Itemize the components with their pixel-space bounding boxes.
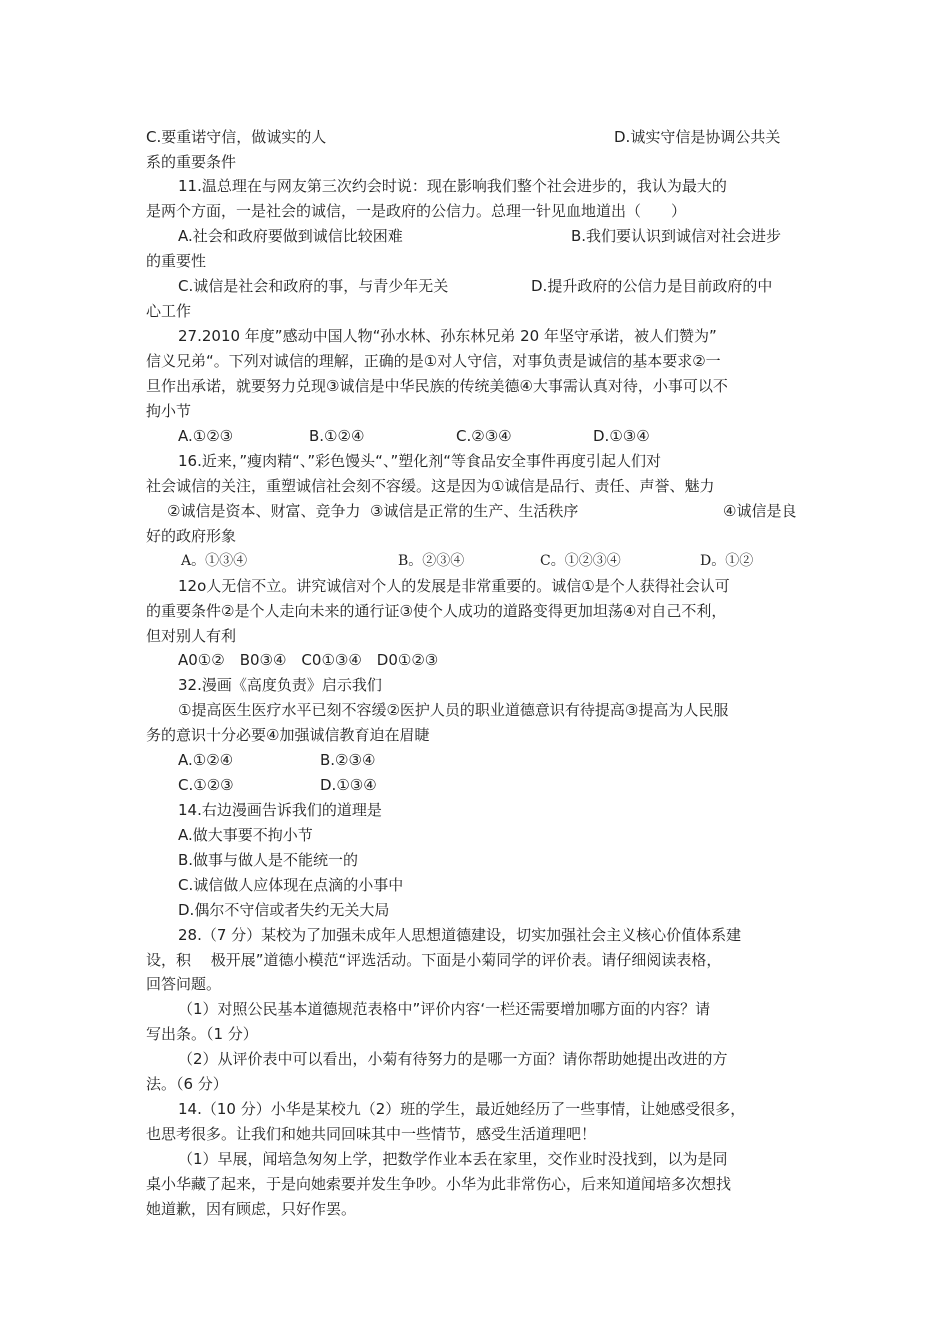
- text-line: ①提高医生医疗水平已刻不容缓②医护人员的职业道德意识有待提高③提高为人民服: [178, 701, 729, 719]
- text-line: 是两个方面，一是社会的诚信，一是政府的公信力。总理一针见血地道出（ ）: [146, 202, 687, 220]
- text-line: B.我们要认识到诚信对社会进步: [571, 227, 782, 245]
- text-line: 社会诚信的关注，重塑诚信社会刻不容缓。这是因为①诚信是品行、责任、声誉、魅力: [146, 477, 715, 495]
- text-line: （1）早展，闻培急匆匆上学，把数学作业本丢在家里，交作业时没找到，以为是同: [178, 1150, 728, 1168]
- text-line: 她道歉，因有顾虑，只好作罢。: [146, 1200, 357, 1218]
- text-line: A.①②④: [178, 751, 234, 769]
- text-line: D。①②: [700, 553, 754, 569]
- text-line: D.提升政府的公信力是目前政府的中: [531, 277, 773, 295]
- text-line: 旦作出承诺，就要努力兑现③诚信是中华民族的传统美德④大事需认真对待，小事可以不: [146, 377, 728, 395]
- text-line: 27.2010 年度”感动中国人物“孙水林、孙东林兄弟 20 年坚守承诺，被人们赞为”: [178, 327, 717, 345]
- text-line: 16.近来，”瘦肉精“、”彩色馒头“、”塑化剂“等食品安全事件再度引起人们对: [178, 452, 661, 470]
- text-line: B.①②④: [309, 427, 365, 445]
- text-line: （2）从评价表中可以看出，小菊有待努力的是哪一方面？请你帮助她提出改进的方: [178, 1050, 728, 1068]
- text-line: 务的意识十分必要④加强诚信教育迫在眉睫: [146, 726, 430, 744]
- text-line: 好的政府形象: [146, 527, 237, 545]
- text-line: 的重要条件②是个人走向未来的通行证③使个人成功的道路变得更加坦荡④对自己不利，: [146, 602, 727, 620]
- text-line: C.②③④: [456, 427, 512, 445]
- text-line: 桌小华藏了起来，于是向她索要并发生争吵。小华为此非常伤心，后来知道闻培多次想找: [146, 1175, 732, 1193]
- text-line: A0①② B0③④ C0①③④ D0①②③: [178, 651, 439, 669]
- text-line: 心工作: [146, 302, 192, 320]
- text-line: 法。（6 分）: [146, 1075, 228, 1093]
- text-line: A.①②③: [178, 427, 234, 445]
- text-line: C.诚信做人应体现在点滴的小事中: [178, 876, 404, 894]
- text-line: B.做事与做人是不能统一的: [178, 851, 359, 869]
- text-line: C.诚信是社会和政府的事，与青少年无关: [178, 277, 449, 295]
- text-line: 32.漫画《高度负责》启示我们: [178, 676, 382, 694]
- text-line: D.诚实守信是协调公共关: [614, 128, 781, 146]
- text-line: 的重要性: [146, 252, 207, 270]
- text-line: 设，积 极开展”道德小模范“评选活动。下面是小菊同学的评价表。请仔细阅读表格，: [146, 951, 722, 969]
- text-line: A.社会和政府要做到诚信比较困难: [178, 227, 403, 245]
- text-line: ④诚信是良: [723, 502, 797, 520]
- text-line: ②诚信是资本、财富、竞争力 ③诚信是正常的生产、生活秩序: [167, 502, 579, 520]
- text-line: （1）对照公民基本道德规范表格中”评价内容‘一栏还需要增加哪方面的内容？请: [178, 1000, 711, 1018]
- text-line: 也思考很多。让我们和她共同回味其中一些情节，感受生活道理吧！: [146, 1125, 597, 1143]
- text-line: 写出条。（1 分）: [146, 1025, 258, 1043]
- text-line: 14.右边漫画告诉我们的道理是: [178, 801, 382, 819]
- text-line: 28.（7 分）某校为了加强未成年人思想道德建设，切实加强社会主义核心价值体系建: [178, 926, 742, 944]
- text-line: D.①③④: [320, 776, 377, 794]
- text-line: 系的重要条件: [146, 153, 237, 171]
- text-line: 回答问题。: [146, 975, 222, 993]
- text-line: C。①②③④: [540, 553, 621, 569]
- text-line: C.①②③: [178, 776, 234, 794]
- text-line: 14.（10 分）小华是某校九（2）班的学生，最近她经历了一些事情，让她感受很多，: [178, 1100, 746, 1118]
- text-line: B。②③④: [398, 553, 465, 569]
- text-line: A。①③④: [181, 553, 248, 569]
- text-line: 但对别人有利: [146, 627, 237, 645]
- text-line: A.做大事要不拘小节: [178, 826, 313, 844]
- text-line: 拘小节: [146, 402, 192, 420]
- text-line: 11.温总理在与网友第三次约会时说：现在影响我们整个社会进步的，我认为最大的: [178, 177, 727, 195]
- text-line: 12o人无信不立。讲究诚信对个人的发展是非常重要的。诚信①是个人获得社会认可: [178, 577, 730, 595]
- text-line: B.②③④: [320, 751, 376, 769]
- text-line: 信义兄弟“。下列对诚信的理解，正确的是①对人守信，对事负责是诚信的基本要求②一: [146, 352, 721, 370]
- text-line: C.要重诺守信，做诚实的人: [146, 128, 327, 146]
- text-line: D.①③④: [593, 427, 650, 445]
- text-line: D.偶尔不守信或者失约无关大局: [178, 901, 390, 919]
